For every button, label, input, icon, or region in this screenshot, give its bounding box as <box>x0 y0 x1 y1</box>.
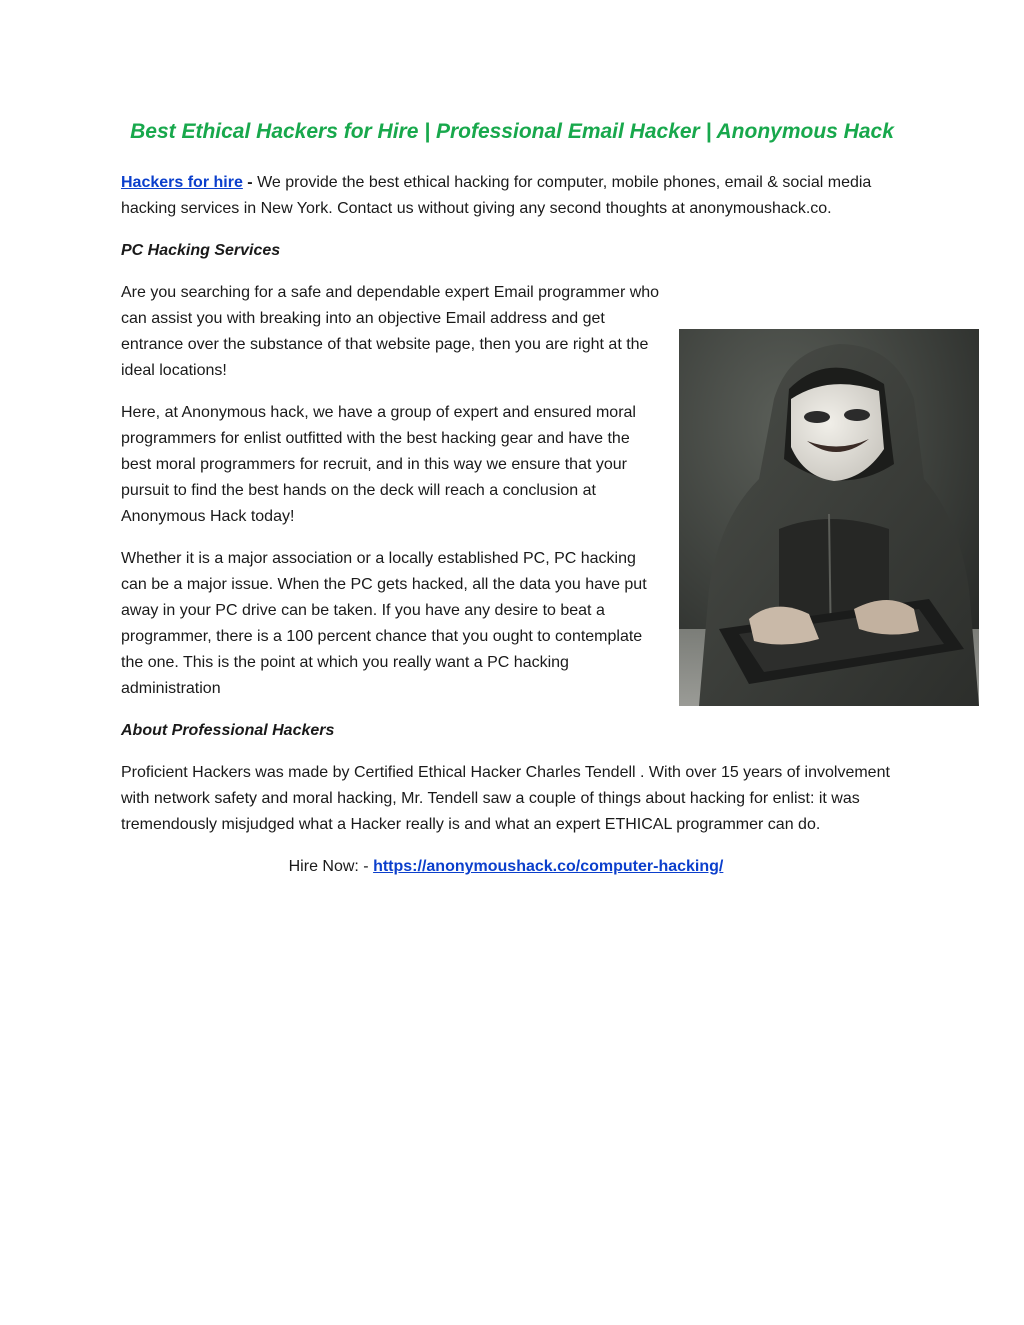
section1-paragraph-1: Are you searching for a safe and dependable expert Email programmer who can assist you with breaking into an objective Email address and get entrance over the substance of that website page, then you are right at the ideal locations! <box>121 284 660 379</box>
document-body <box>121 170 891 896</box>
hackers-for-hire-link[interactable]: Hackers for hire <box>121 174 243 191</box>
section-heading-about: About Professional Hackers <box>121 722 335 739</box>
hacker-photo <box>679 329 979 706</box>
section-heading-pc-hacking: PC Hacking Services <box>121 242 281 259</box>
section2-paragraph: Proficient Hackers was made by Certified Ethical Hacker Charles Tendell . With over 15 years of involvement with network safety and moral hacking, Mr. Tendell saw a couple of things about hacking for enlist: it was tremendously misjudged what a Hacker really is and what an expert ETHICAL programmer can do. <box>121 764 890 833</box>
section1-paragraph-2: Here, at Anonymous hack, we have a group of expert and ensured moral programmers for enlist outfitted with the best hacking gear and have the best moral programmers for recruit, and in this way we ensure that your pursuit to find the best hands on the deck will reach a conclusion at Anonymous Hack today! <box>121 404 636 525</box>
hire-now-link[interactable]: https://anonymoushack.co/computer-hacking/ <box>373 858 724 875</box>
section1-paragraph-3: Whether it is a major association or a locally established PC, PC hacking can be a major issue. When the PC gets hacked, all the data you have put away in your PC drive can be taken. If you have any desire to beat a programmer, there is a 100 percent chance that you ought to contemplate the one. This is the point at which you really want a PC hacking administration <box>121 550 647 697</box>
intro-separator: - <box>242 174 258 191</box>
page-title: Best Ethical Hackers for Hire | Professional Email Hacker | Anonymous Hack <box>130 120 894 143</box>
hooded-hacker-illustration <box>679 329 979 706</box>
hire-now-label: Hire Now: - <box>288 858 374 875</box>
intro-text: We provide the best ethical hacking for computer, mobile phones, email & social media hacking services in New York. Contact us without giving any second thoughts at anonymoushack.co. <box>121 174 872 217</box>
intro-paragraph <box>121 170 891 222</box>
hire-now-line <box>121 854 891 880</box>
